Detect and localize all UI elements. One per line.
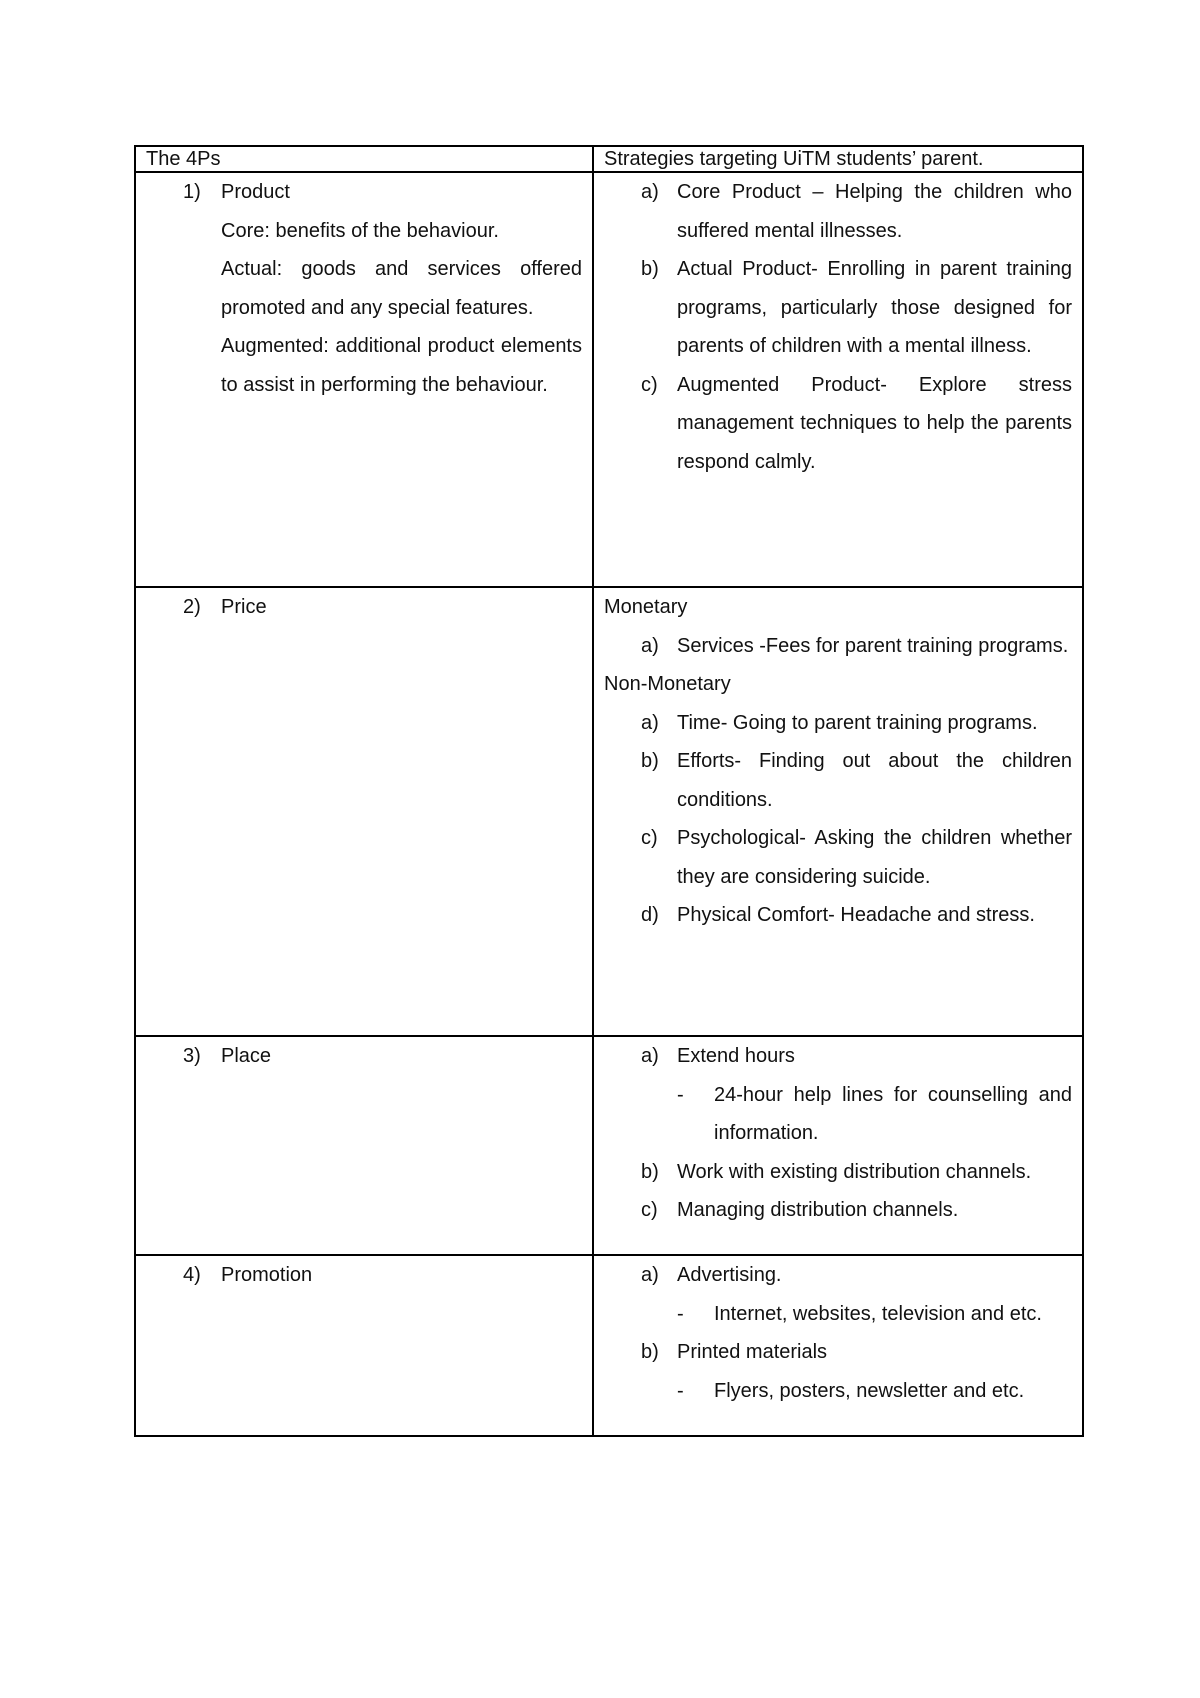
cell-promotion xyxy=(135,1255,593,1436)
sub-list-item-text: 24-hour help lines for counselling and information. xyxy=(714,1083,1072,1144)
header-cell-strategies xyxy=(593,146,1083,172)
header-4ps: The 4Ps xyxy=(146,148,221,170)
list-item-text: Advertising. xyxy=(677,1264,782,1286)
cell-product xyxy=(135,172,593,587)
list-marker: b) xyxy=(641,258,659,280)
list-marker: c) xyxy=(641,827,658,849)
list-item xyxy=(604,1256,1072,1295)
strategy-list xyxy=(594,1037,1082,1230)
category-title: Place xyxy=(221,1045,272,1067)
category-title: Product xyxy=(221,181,290,203)
list-item xyxy=(604,819,1072,896)
list-marker: d) xyxy=(641,904,659,926)
list-item xyxy=(604,896,1072,935)
list-marker: a) xyxy=(641,1264,659,1286)
dash-marker: - xyxy=(677,1379,684,1402)
monetary-label: Monetary xyxy=(604,596,688,618)
category-title: Promotion xyxy=(221,1264,313,1286)
list-item xyxy=(604,1191,1072,1230)
table-row-price xyxy=(135,587,1083,1036)
cell-product-strategies xyxy=(593,172,1083,587)
list-item-text: Physical Comfort- Headache and stress. xyxy=(677,904,1035,926)
category-number: 1) xyxy=(183,181,201,203)
category-number: 4) xyxy=(183,1264,201,1286)
header-cell-4ps xyxy=(135,146,593,172)
dash-marker: - xyxy=(677,1302,684,1325)
list-marker: b) xyxy=(641,750,659,772)
table-row-promotion xyxy=(135,1255,1083,1436)
table-row-product xyxy=(135,172,1083,587)
list-item-text: Core Product – Helping the children who suffered mental illnesses. xyxy=(677,181,1072,242)
product-core-desc: Core: benefits of the behaviour. xyxy=(221,219,499,242)
product-actual-desc: Actual: goods and services offered promoted and any special features. xyxy=(221,258,582,319)
sub-list-item xyxy=(604,1372,1072,1411)
category-number: 3) xyxy=(183,1045,201,1067)
strategy-list xyxy=(594,1256,1082,1410)
sub-list-item-text: Internet, websites, television and etc. xyxy=(714,1302,1042,1325)
category-number: 2) xyxy=(183,596,201,618)
list-marker: c) xyxy=(641,1199,658,1221)
list-item xyxy=(604,704,1072,743)
non-monetary-label: Non-Monetary xyxy=(604,673,731,695)
list-marker: a) xyxy=(641,181,659,203)
list-item-text: Actual Product- Enrolling in parent training programs, particularly those designed for parents of children with a mental illness. xyxy=(677,258,1072,357)
list-item xyxy=(604,173,1072,250)
list-item-text: Psychological- Asking the children whether they are considering suicide. xyxy=(677,827,1072,888)
table-row-place xyxy=(135,1036,1083,1255)
list-item xyxy=(604,742,1072,819)
list-item-text: Work with existing distribution channels. xyxy=(677,1160,1032,1183)
category-place xyxy=(136,1037,592,1076)
list-item xyxy=(604,627,1072,666)
category-title: Price xyxy=(221,596,267,618)
list-item-text: Services -Fees for parent training programs. xyxy=(677,634,1069,657)
list-item-text: Extend hours xyxy=(677,1045,795,1067)
category-price xyxy=(136,588,592,627)
header-strategies: Strategies targeting UiTM students’ parent. xyxy=(604,148,984,170)
strategy-list xyxy=(594,173,1082,481)
category-promotion xyxy=(136,1256,592,1295)
table-header-row xyxy=(135,146,1083,172)
four-ps-table xyxy=(134,145,1084,1437)
cell-price xyxy=(135,587,593,1036)
cell-price-strategies xyxy=(593,587,1083,1036)
sub-list-item xyxy=(604,1076,1072,1153)
list-item-text: Time- Going to parent training programs. xyxy=(677,711,1038,734)
list-marker: a) xyxy=(641,634,659,657)
cell-promotion-strategies xyxy=(593,1255,1083,1436)
list-marker: c) xyxy=(641,373,658,396)
sub-list-item xyxy=(604,1295,1072,1334)
sub-list-item-text: Flyers, posters, newsletter and etc. xyxy=(714,1379,1025,1402)
product-augmented-desc: Augmented: additional product elements to assist in performing the behaviour. xyxy=(221,335,582,396)
category-product xyxy=(136,173,592,404)
dash-marker: - xyxy=(677,1083,684,1106)
list-item xyxy=(604,366,1072,482)
list-marker: a) xyxy=(641,1045,659,1067)
list-marker: a) xyxy=(641,711,659,734)
strategy-list xyxy=(594,588,1082,935)
list-marker: b) xyxy=(641,1341,659,1363)
cell-place-strategies xyxy=(593,1036,1083,1255)
list-item-text: Augmented Product- Explore stress management techniques to help the parents respond calmly. xyxy=(677,373,1072,473)
list-item-text: Efforts- Finding out about the children conditions. xyxy=(677,750,1072,811)
list-item xyxy=(604,250,1072,366)
list-item-text: Managing distribution channels. xyxy=(677,1199,959,1221)
list-item xyxy=(604,1153,1072,1192)
list-item xyxy=(604,1037,1072,1076)
list-marker: b) xyxy=(641,1160,659,1183)
cell-place xyxy=(135,1036,593,1255)
list-item-text: Printed materials xyxy=(677,1341,828,1363)
list-item xyxy=(604,1333,1072,1372)
